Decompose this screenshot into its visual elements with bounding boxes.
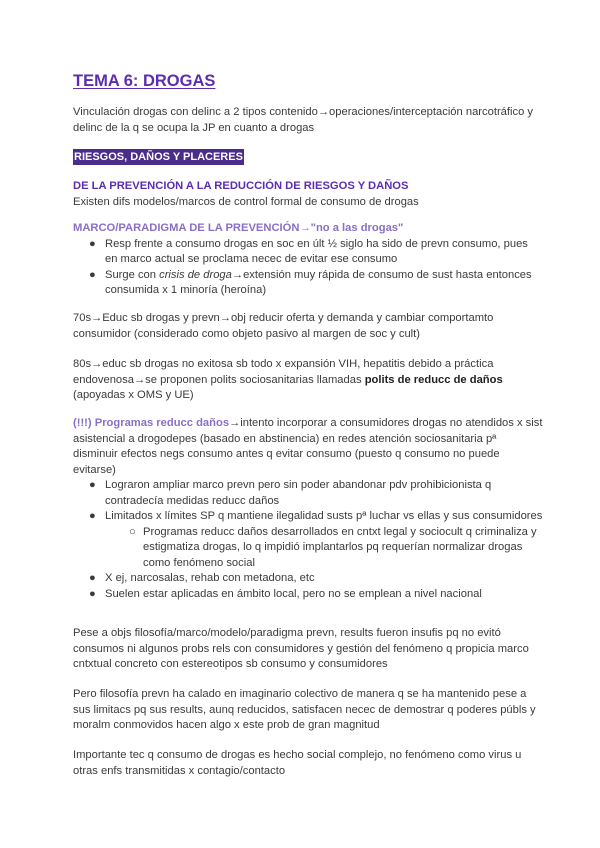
page-title: TEMA 6: DROGAS [73, 72, 216, 90]
list-item: ● Suelen estar aplicadas en ámbito local, pero no se emplean a nivel nacional [73, 587, 543, 603]
marco-heading-suffix: →"no a las drogas" [299, 222, 404, 234]
intro-paragraph: Vinculación drogas con delinc a 2 tipos contenido→operaciones/interceptación narcotráfico y delinc de la q se ocupa la JP en cuanto a drogas [73, 106, 534, 134]
bullet-icon: ● [89, 479, 96, 491]
marco-block [73, 221, 543, 299]
list-item: ● Limitados x límites SP q mantiene ilegalidad susts pª luchar vs ellas y sus consumidores [73, 509, 543, 525]
programas-block [73, 416, 543, 602]
prevention-heading-block [73, 179, 543, 210]
prevention-heading: DE LA PREVENCIÓN A LA REDUCCIÓN DE RIESGOS Y DAÑOS [73, 180, 409, 192]
prevention-subheading: Existen difs modelos/marcos de control formal de consumo de drogas [73, 195, 419, 208]
circle-bullet-icon: ○ [129, 525, 136, 538]
bullet-icon: ● [89, 587, 96, 600]
paragraph-pero: Pero filosofía prevn ha calado en imaginario colectivo de manera q se ha mantenido pese a sus limitacs pq sus results, aunq reducidos, satisfacen necec de demostrar q poderes públs y moralm conmovidos hacen algo x este prob de gran magnitud [73, 688, 536, 731]
marco-bullet-list [73, 237, 543, 299]
marco-heading: MARCO/PARADIGMA DE LA PREVENCIÓN [73, 222, 300, 234]
paragraph-70s: 70s→Educ sb drogas y prevn→obj reducir oferta y demanda y cambiar comportamto consumidor (considerado como objeto pasivo al margen de soc y cult) [73, 312, 494, 340]
bullet-icon: ● [89, 268, 96, 281]
marco-heading-line [73, 221, 543, 237]
list-item: ● Resp frente a consumo drogas en soc en últ ½ siglo ha sido de prevn consumo, pues en marco actual se proclama necec de evitar ese consumo [89, 237, 528, 265]
list-item: ● Surge con crisis de droga→extensión muy rápida de consumo de sust hasta entonces consumida x 1 minoría (heroína) [89, 268, 532, 296]
sub-list-item: ○ Programas reducc daños desarrollados en cntxt legal y sociocult q criminaliza y estigmatiza drogas, lo q impidió implantarlos pq requerían normalizar drogas como fenómeno social [129, 525, 537, 569]
bullet-icon: ● [89, 572, 96, 584]
paragraph-pese: Pese a objs filosofía/marco/modelo/paradigma prevn, results fueron insufis pq no evitó consumos ni algunos probs rels con consumidores y gestión del fenómeno q propicia marco cntxtual concreto con estereotipos sb consumo y consumidores [73, 627, 529, 670]
list-item: ● X ej, narcosalas, rehab con metadona, etc [73, 571, 543, 587]
bullet-icon: ● [89, 510, 96, 522]
list-item: ● Lograron ampliar marco prevn pero sin poder abandonar pdv prohibicionista q contradecía medidas reducc daños [89, 479, 492, 507]
programas-paragraph: (!!!) Programas reducc daños→intento incorporar a consumidores drogas no atendidos x sist asistencial a drogodepes (basado en abstinencia) en redes atención sociosanitaria pª disminuir efectos negs consumo antes q evitar consumo (puesto q consumo no puede evitarse) [73, 417, 543, 476]
paragraph-importante: Importante tec q consumo de drogas es hecho social complejo, no fenómeno como virus u otras enfs transmitidas x contagio/contacto [73, 749, 522, 777]
programas-bullet-list [73, 478, 543, 602]
section-label: RIESGOS, DAÑOS Y PLACERES [74, 151, 243, 163]
bullet-icon: ● [89, 237, 96, 250]
paragraph-80s: 80s→educ sb drogas no exitosa sb todo x expansión VIH, hepatitis debido a práctica endovenosa→se proponen polits sociosanitarias llamadas polits de reducc de daños (apoyadas x OMS y UE) [73, 358, 503, 401]
